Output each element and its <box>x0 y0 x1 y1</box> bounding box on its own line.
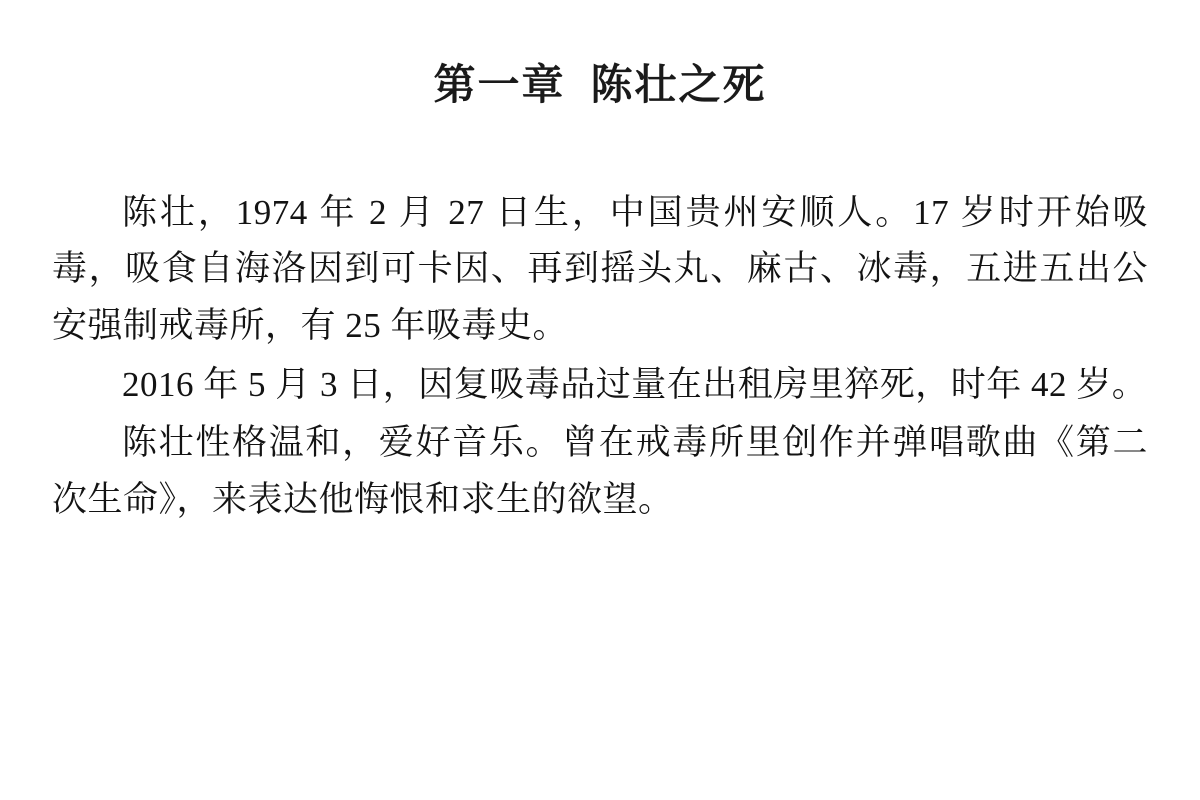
body-text <box>52 185 1148 531</box>
paragraph: 2016 年 5 月 3 日，因复吸毒品过量在出租房里猝死，时年 42 岁。 <box>122 364 1148 404</box>
paragraph: 陈壮，1974 年 2 月 27 日生，中国贵州安顺人。17 岁时开始吸毒，吸食自海洛因到可卡因、再到摇头丸、麻古、冰毒，五进五出公安强制戒毒所，有 25 年吸毒史。 <box>52 192 1148 345</box>
paragraph: 陈壮性格温和，爱好音乐。曾在戒毒所里创作并弹唱歌曲《第二次生命》，来表达他悔恨和求生的欲望。 <box>52 423 1148 519</box>
page-title: 第一章 陈壮之死 <box>433 63 767 109</box>
